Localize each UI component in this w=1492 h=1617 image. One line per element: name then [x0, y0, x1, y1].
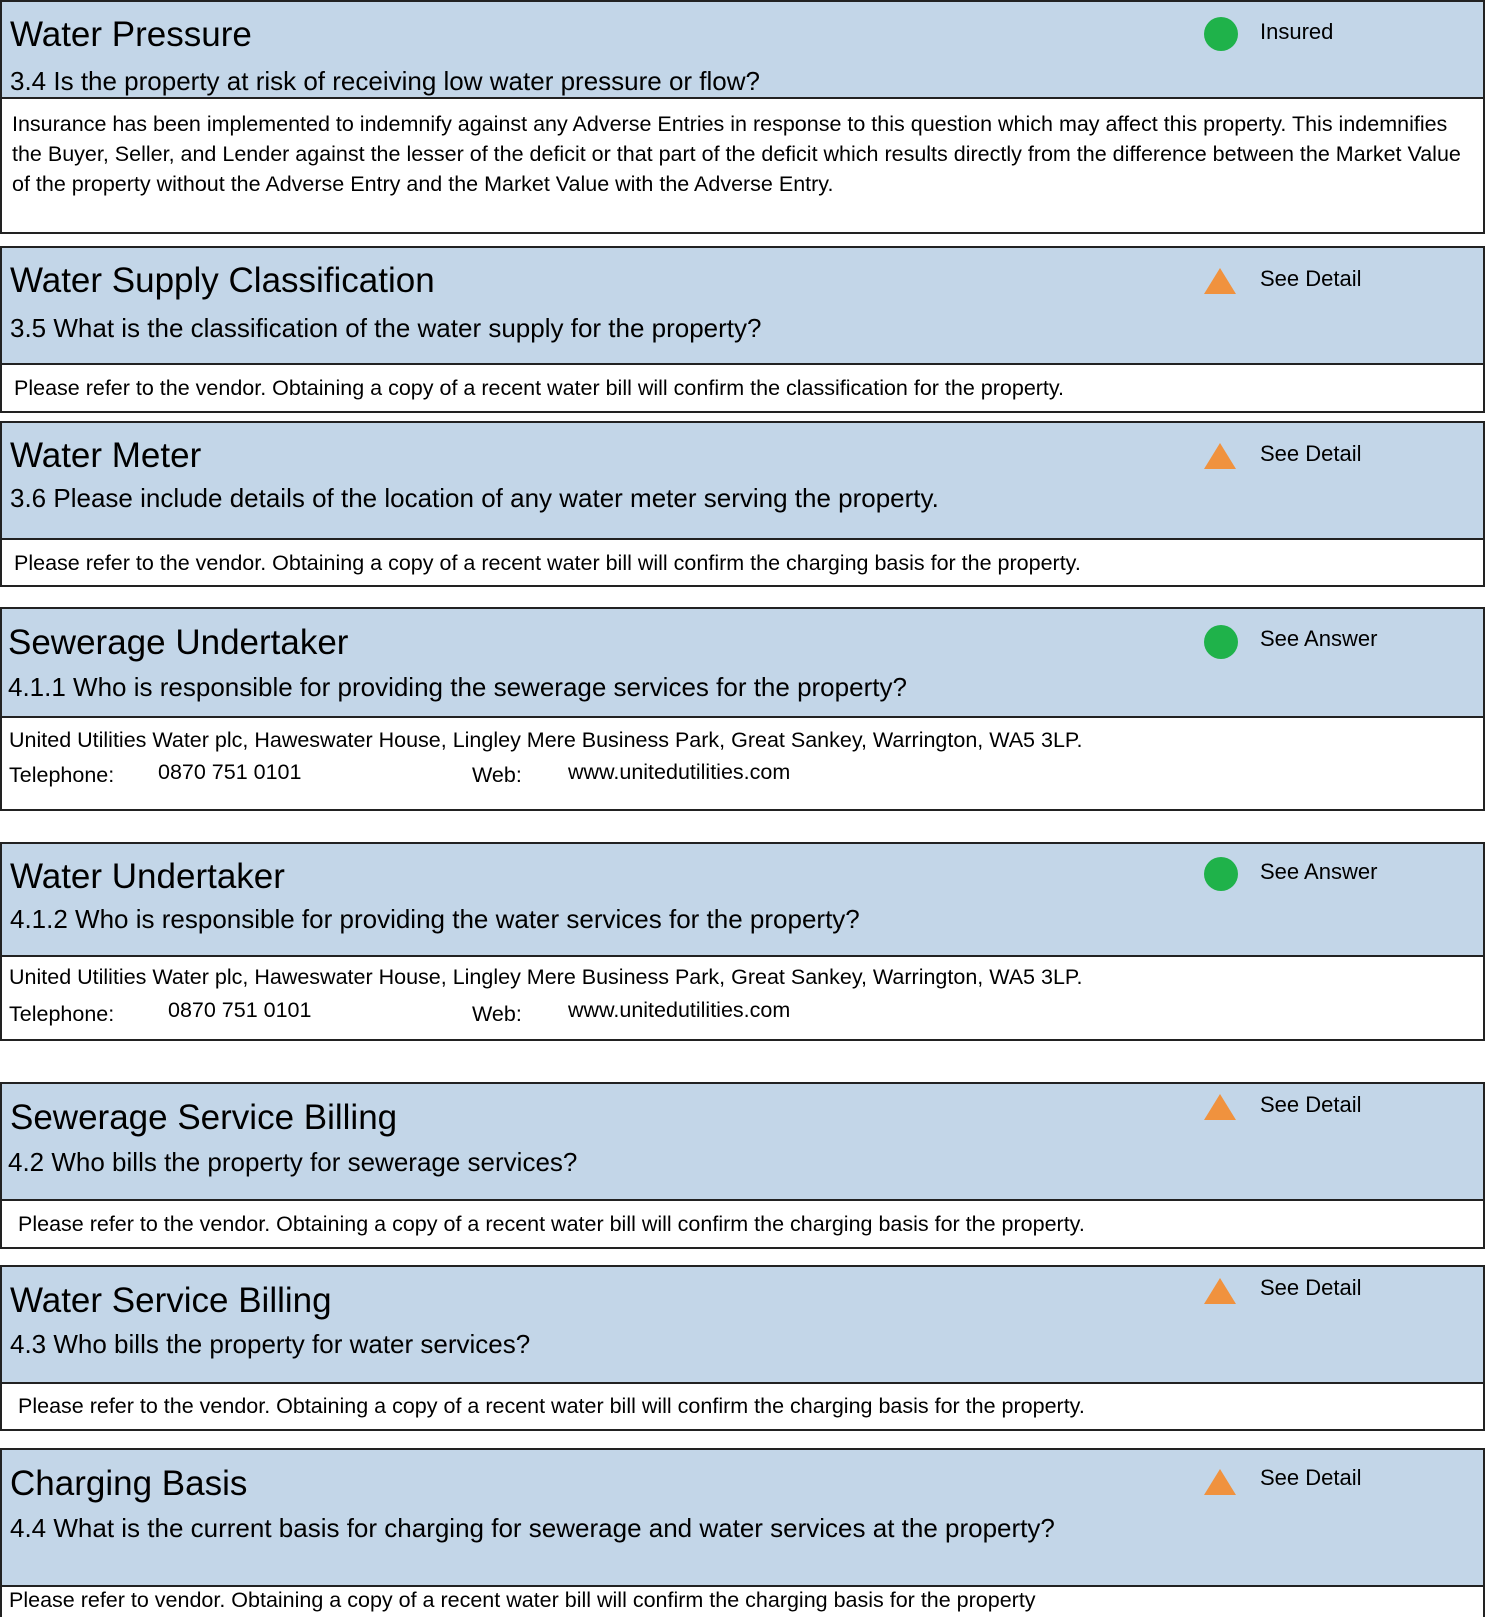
section-answer-box — [0, 540, 1485, 587]
telephone-label: Telephone: — [9, 1002, 115, 1026]
answer-text: Please refer to the vendor. Obtaining a copy of a recent water bill will confirm the charging basis for the property. — [18, 1394, 1085, 1418]
orange-triangle-icon — [1204, 443, 1236, 469]
status-label: Insured — [1260, 19, 1334, 44]
section-title: Sewerage Undertaker — [8, 623, 349, 662]
answer-text: Please refer to the vendor. Obtaining a copy of a recent water bill will confirm the charging basis for the property. — [18, 1212, 1085, 1236]
telephone-label: Telephone: — [9, 763, 115, 787]
section-question: 4.4 What is the current basis for charging for sewerage and water services at the property? — [10, 1513, 1055, 1543]
section-question: 4.1.2 Who is responsible for providing the water services for the property? — [10, 904, 860, 934]
green-circle-icon — [1204, 857, 1238, 891]
section-header — [0, 842, 1485, 957]
section-title: Water Meter — [10, 436, 202, 475]
status-label: See Detail — [1260, 1465, 1362, 1490]
section-title: Charging Basis — [10, 1464, 248, 1503]
status-label: See Answer — [1260, 626, 1378, 651]
section-title: Water Undertaker — [10, 857, 285, 896]
section-answer-box — [0, 1587, 1485, 1617]
orange-triangle-icon — [1204, 1469, 1236, 1495]
section-header — [0, 0, 1485, 99]
status-label: See Detail — [1260, 1275, 1362, 1300]
web-link[interactable]: www.unitedutilities.com — [568, 760, 791, 784]
section-answer-box — [0, 1201, 1485, 1249]
section-question: 3.5 What is the classification of the water supply for the property? — [10, 313, 762, 343]
status-label: See Detail — [1260, 266, 1362, 291]
green-circle-icon — [1204, 17, 1238, 51]
section-header — [0, 246, 1485, 365]
answer-text: Please refer to vendor. Obtaining a copy of a recent water bill will confirm the charging basis for the property — [9, 1588, 1036, 1612]
answer-text: United Utilities Water plc, Haweswater House, Lingley Mere Business Park, Great Sankey, Warrington, WA5 3LP. — [9, 728, 1083, 752]
section-header — [0, 607, 1485, 718]
section-question: 3.4 Is the property at risk of receiving low water pressure or flow? — [10, 66, 760, 96]
section-title: Water Pressure — [10, 15, 252, 54]
section-header — [0, 1265, 1485, 1384]
section-answer-box — [0, 957, 1485, 1041]
web-link[interactable]: www.unitedutilities.com — [568, 998, 791, 1022]
orange-triangle-icon — [1204, 1094, 1236, 1120]
telephone-value: 0870 751 0101 — [158, 760, 302, 784]
status-label: See Detail — [1260, 441, 1362, 466]
web-label: Web: — [472, 763, 522, 787]
green-circle-icon — [1204, 625, 1238, 659]
section-title: Water Service Billing — [10, 1281, 332, 1320]
section-question: 3.6 Please include details of the location of any water meter serving the property. — [10, 483, 939, 513]
section-answer-box — [0, 365, 1485, 413]
answer-text: Insurance has been implemented to indemnify against any Adverse Entries in response to this question which may affect this property. This indemnifies the Buyer, Seller, and Lender against the lesser of the deficit or that part of the deficit which results directly from the difference between the Market Value of the property without the Adverse Entry and the Market Value with the Adverse Entry. — [12, 112, 1461, 196]
status-label: See Detail — [1260, 1092, 1362, 1117]
orange-triangle-icon — [1204, 268, 1236, 294]
section-question: 4.3 Who bills the property for water services? — [10, 1329, 531, 1359]
section-question: 4.1.1 Who is responsible for providing the sewerage services for the property? — [8, 672, 907, 702]
answer-text: United Utilities Water plc, Haweswater House, Lingley Mere Business Park, Great Sankey, Warrington, WA5 3LP. — [9, 965, 1083, 989]
section-header — [0, 1448, 1485, 1587]
answer-text: Please refer to the vendor. Obtaining a copy of a recent water bill will confirm the classification for the property. — [14, 376, 1065, 400]
telephone-value: 0870 751 0101 — [168, 998, 312, 1022]
section-answer-box — [0, 718, 1485, 811]
section-question: 4.2 Who bills the property for sewerage services? — [8, 1147, 578, 1177]
answer-text: Please refer to the vendor. Obtaining a copy of a recent water bill will confirm the charging basis for the property. — [14, 551, 1081, 575]
section-title: Sewerage Service Billing — [10, 1098, 398, 1137]
status-label: See Answer — [1260, 859, 1378, 884]
web-label: Web: — [472, 1002, 522, 1026]
section-answer-box — [0, 1384, 1485, 1431]
section-answer-box — [0, 99, 1485, 234]
section-header — [0, 1082, 1485, 1201]
section-header — [0, 421, 1485, 540]
section-title: Water Supply Classification — [10, 261, 435, 300]
orange-triangle-icon — [1204, 1278, 1236, 1304]
